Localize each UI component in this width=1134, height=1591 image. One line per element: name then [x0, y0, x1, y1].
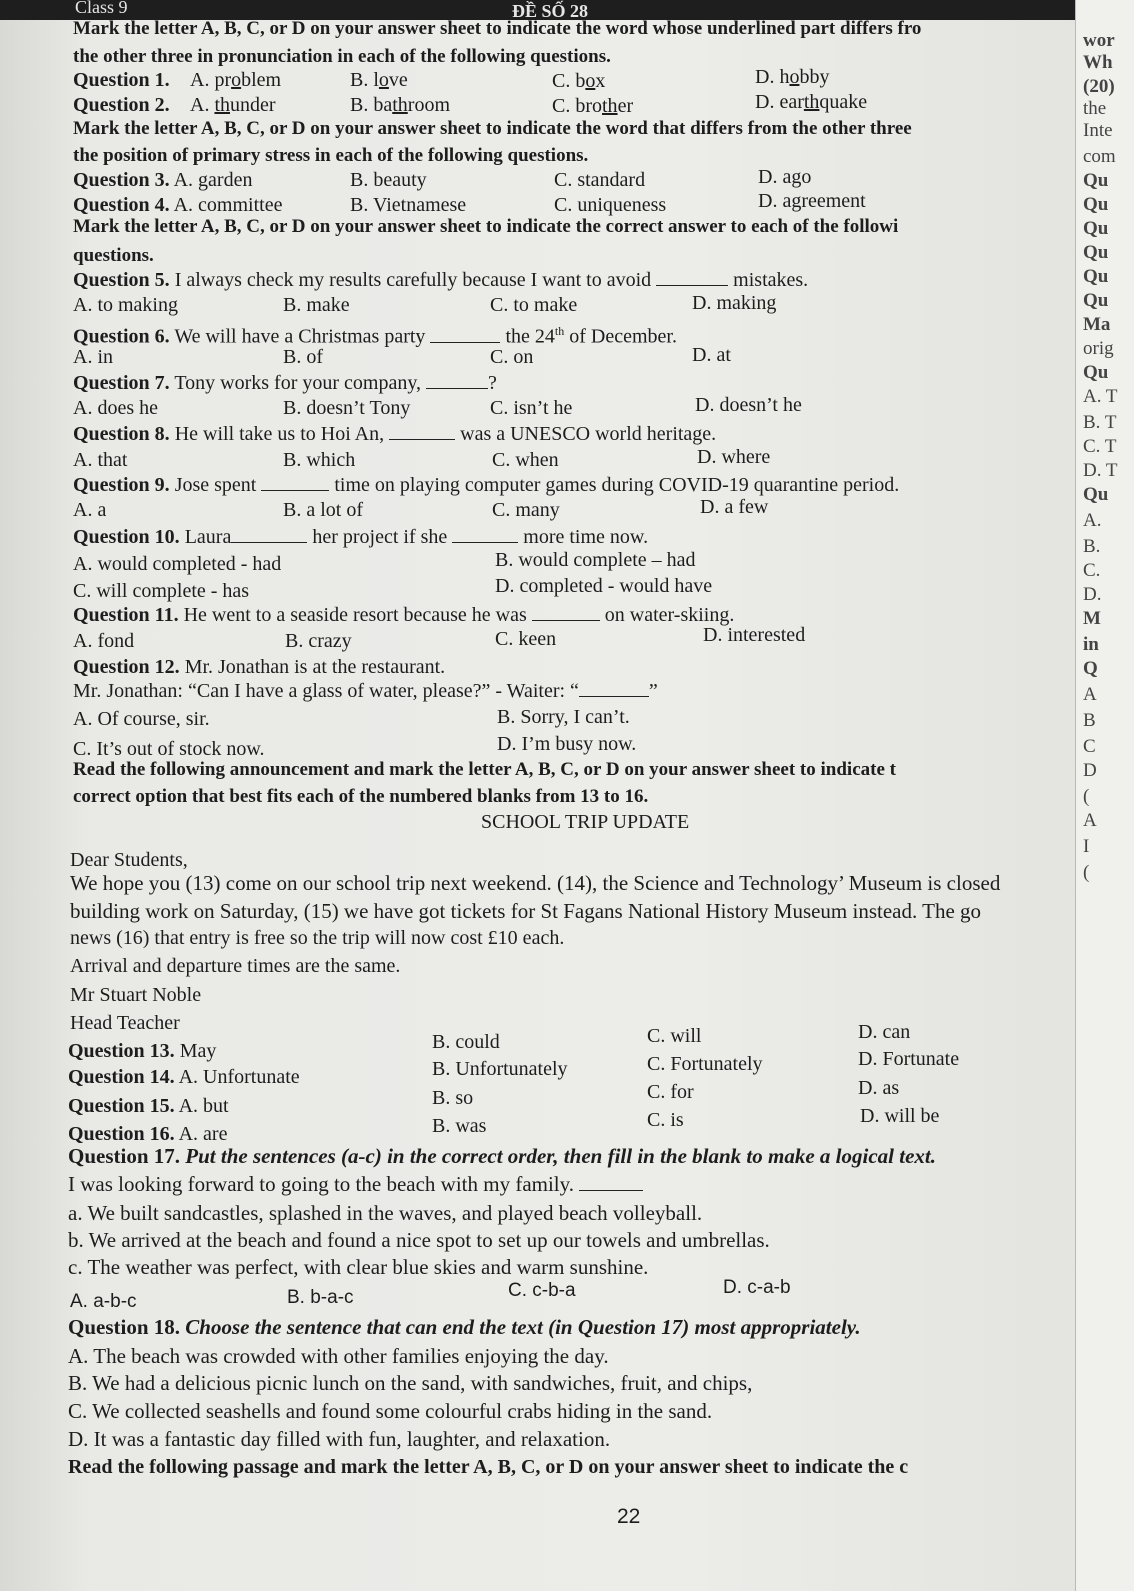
- instruction-announcement-2: correct option that best fits each of the numbered blanks from 13 to 16.: [73, 786, 649, 807]
- class-label: Class 9: [75, 0, 128, 17]
- right-page-fragment: A: [1083, 684, 1097, 705]
- q8-option-c: C. when: [492, 449, 559, 471]
- right-page-fragment: M: [1083, 608, 1101, 629]
- q15-option-b: B. so: [432, 1087, 474, 1109]
- right-page-fragment: (20): [1083, 76, 1115, 97]
- q1-option-b: B. love: [350, 69, 408, 91]
- q17-option-d: D. c-a-b: [723, 1277, 791, 1298]
- q5-option-b: B. make: [283, 294, 350, 316]
- q1-option-a: A. problem: [190, 69, 282, 91]
- q2-option-c: C. brother: [552, 95, 634, 117]
- q17-sentence-b: b. We arrived at the beach and found a nice spot to set up our towels and umbrellas.: [68, 1228, 770, 1252]
- q18-option-d: D. It was a fantastic day filled with fun, laughter, and relaxation.: [68, 1427, 611, 1451]
- q16-option-c: C. is: [647, 1109, 684, 1131]
- q4-option-c: C. uniqueness: [554, 194, 667, 216]
- question-18: Question 18. Choose the sentence that can end the text (in Question 17) most appropriately.: [68, 1315, 861, 1339]
- q14-option-d: D. Fortunate: [858, 1048, 960, 1070]
- announcement-line: We hope you (13) come on our school trip next weekend. (14), the Science and Technology’ Museum is closed: [70, 871, 1001, 895]
- q16-option-b: B. was: [432, 1115, 487, 1137]
- q3-option-c: C. standard: [554, 169, 646, 191]
- q7-option-d: D. doesn’t he: [695, 394, 802, 416]
- right-page-fragment: C: [1083, 736, 1096, 757]
- right-page-fragment: Qu: [1083, 170, 1109, 191]
- right-page-fragment: the: [1083, 98, 1107, 119]
- right-page-fragment: Inte: [1083, 120, 1113, 141]
- right-page-fragment: Qu: [1083, 290, 1109, 311]
- q17-sentence-a: a. We built sandcastles, splashed in the waves, and played beach volleyball.: [68, 1201, 703, 1225]
- q1-option-c: C. box: [552, 70, 606, 92]
- q10-option-b: B. would complete – had: [495, 549, 696, 571]
- q6-option-b: B. of: [283, 346, 323, 368]
- q2-option-d: D. earthquake: [755, 91, 868, 113]
- instruction-passage: Read the following passage and mark the letter A, B, C, or D on your answer sheet to indicate the c: [68, 1456, 909, 1478]
- q7-option-c: C. isn’t he: [490, 397, 573, 419]
- instruction-correct-1: Mark the letter A, B, C, or D on your answer sheet to indicate the correct answer to each of the followi: [73, 216, 899, 237]
- header-bar: [0, 0, 1075, 20]
- q10-option-a: A. would completed - had: [73, 553, 282, 575]
- announcement-line: news (16) that entry is free so the trip will now cost £10 each.: [70, 927, 565, 949]
- right-page-fragment: Qu: [1083, 266, 1109, 287]
- question-12: Question 12. Mr. Jonathan is at the restaurant.: [73, 656, 446, 678]
- exam-title: ĐỀ SỐ 28: [512, 1, 589, 21]
- right-page-fragment: C.: [1083, 560, 1101, 581]
- q5-option-d: D. making: [692, 292, 777, 314]
- q8-option-b: B. which: [283, 449, 356, 471]
- question-2: [73, 94, 170, 116]
- question-4: Question 4. A. committee: [73, 194, 283, 216]
- announcement-line: building work on Saturday, (15) we have got tickets for St Fagans National History Museum instead. The go: [70, 899, 982, 923]
- q13-option-d: D. can: [858, 1021, 911, 1043]
- question-15: Question 15. A. but: [68, 1095, 229, 1117]
- q3-option-d: D. ago: [758, 166, 812, 188]
- right-page-fragment: Qu: [1083, 194, 1109, 215]
- q12-option-a: A. Of course, sir.: [73, 708, 210, 730]
- q4-option-d: D. agreement: [758, 190, 866, 212]
- right-page-fragment: Qu: [1083, 218, 1109, 239]
- right-page-fragment: Qu: [1083, 484, 1109, 505]
- q12-dialog: Mr. Jonathan: “Can I have a glass of water, please?” - Waiter: “ ”: [73, 680, 658, 702]
- q7-option-b: B. doesn’t Tony: [283, 397, 411, 419]
- right-page-fragment: I: [1083, 836, 1090, 857]
- question-3: Question 3. A. garden: [73, 169, 253, 191]
- q13-option-c: C. will: [647, 1025, 702, 1047]
- announcement-line: Head Teacher: [70, 1012, 180, 1034]
- q15-option-c: C. for: [647, 1081, 694, 1103]
- q12-option-b: B. Sorry, I can’t.: [497, 706, 630, 728]
- q11-option-b: B. crazy: [285, 630, 352, 652]
- q6-option-c: C. on: [490, 346, 534, 368]
- right-page-fragment: in: [1083, 634, 1099, 655]
- q13-option-b: B. could: [432, 1031, 500, 1053]
- right-page-fragment: Ma: [1083, 314, 1111, 335]
- announcement-line: Dear Students,: [70, 849, 188, 871]
- q2-option-a: A. thunder: [190, 94, 276, 116]
- right-page-fragment: A.: [1083, 510, 1102, 531]
- question-10: Question 10. Laura her project if she more time now.: [73, 526, 649, 548]
- right-page-fragment: C. T: [1083, 436, 1117, 457]
- q3-option-b: B. beauty: [350, 169, 427, 191]
- q1-option-d: D. hobby: [755, 66, 830, 88]
- q8-option-d: D. where: [697, 446, 771, 468]
- q16-option-d: D. will be: [860, 1105, 940, 1127]
- instruction-announcement-1: Read the following announcement and mark the letter A, B, C, or D on your answer sheet to indicate t: [73, 759, 896, 780]
- q7-option-a: A. does he: [73, 397, 158, 419]
- q9-option-d: D. a few: [700, 496, 769, 518]
- question-16: Question 16. A. are: [68, 1123, 228, 1145]
- q11-option-a: A. fond: [73, 630, 135, 652]
- right-page-fragment: B. T: [1083, 412, 1117, 433]
- q9-option-a: A. a: [73, 499, 107, 521]
- q17-option-c: C. c-b-a: [508, 1280, 576, 1301]
- question-6: Question 6. We will have a Christmas party the 24th of December.: [73, 324, 677, 348]
- right-page-fragment: Qu: [1083, 362, 1109, 383]
- announcement-line: Mr Stuart Noble: [70, 984, 202, 1006]
- q18-option-a: A. The beach was crowded with other families enjoying the day.: [68, 1344, 609, 1368]
- q12-option-d: D. I’m busy now.: [497, 733, 637, 755]
- question-9: Question 9. Jose spent time on playing computer games during COVID-19 quarantine period.: [73, 474, 900, 496]
- instruction-stress-1: Mark the letter A, B, C, or D on your answer sheet to indicate the word that differs from the other three: [73, 118, 912, 139]
- right-page-fragment: Wh: [1083, 52, 1113, 73]
- q18-option-b: B. We had a delicious picnic lunch on the sand, with sandwiches, fruit, and chips,: [68, 1371, 753, 1395]
- instruction-pronunciation-2: the other three in pronunciation in each of the following questions.: [73, 46, 611, 67]
- q5-option-c: C. to make: [490, 294, 578, 316]
- right-page-fragment: B.: [1083, 536, 1101, 557]
- question-5: Question 5. I always check my results carefully because I want to avoid mistakes.: [73, 269, 809, 291]
- right-page-fragment: (: [1083, 862, 1090, 883]
- right-page-fragment: (: [1083, 786, 1090, 807]
- page-number: 22: [617, 1505, 641, 1528]
- question-1: [73, 69, 170, 91]
- right-page-fragment: Qu: [1083, 242, 1109, 263]
- question-label: Question 2.: [73, 94, 170, 116]
- q5-option-a: A. to making: [73, 294, 178, 316]
- q15-option-d: D. as: [858, 1077, 900, 1099]
- q17-option-b: B. b-a-c: [287, 1287, 354, 1308]
- q17-sentence-c: c. The weather was perfect, with clear blue skies and warm sunshine.: [68, 1255, 649, 1279]
- q11-option-d: D. interested: [703, 624, 806, 646]
- question-8: Question 8. He will take us to Hoi An, was a UNESCO world heritage.: [73, 423, 717, 445]
- announcement-title: SCHOOL TRIP UPDATE: [481, 811, 690, 833]
- q11-option-c: C. keen: [495, 628, 557, 650]
- right-page-fragment: A: [1083, 810, 1097, 831]
- q10-option-d: D. completed - would have: [495, 575, 713, 597]
- q8-option-a: A. that: [73, 449, 128, 471]
- right-page-fragment: wor: [1083, 30, 1115, 51]
- question-17: Question 17. Put the sentences (a-c) in the correct order, then fill in the blank to make a logical text.: [68, 1144, 936, 1168]
- announcement-line: Arrival and departure times are the same.: [70, 955, 401, 977]
- right-page-fragment: D: [1083, 760, 1097, 781]
- right-page-fragment: Q: [1083, 658, 1098, 679]
- question-label: Question 1.: [73, 69, 170, 91]
- instruction-stress-2: the position of primary stress in each of the following questions.: [73, 145, 589, 166]
- q14-option-b: B. Unfortunately: [432, 1058, 568, 1080]
- q4-option-b: B. Vietnamese: [350, 194, 467, 216]
- q6-option-a: A. in: [73, 346, 113, 368]
- q17-intro: I was looking forward to going to the beach with my family.: [68, 1173, 643, 1195]
- q14-option-c: C. Fortunately: [647, 1053, 763, 1075]
- instruction-pronunciation-1: Mark the letter A, B, C, or D on your answer sheet to indicate the word whose underlined part differs fro: [73, 18, 922, 39]
- right-page-fragment: D.: [1083, 584, 1102, 605]
- right-page-fragment: A. T: [1083, 386, 1118, 407]
- instruction-correct-2: questions.: [73, 245, 154, 266]
- right-page-fragment: B: [1083, 710, 1096, 731]
- question-14: Question 14. A. Unfortunate: [68, 1066, 300, 1088]
- q10-option-c: C. will complete - has: [73, 580, 250, 602]
- q6-option-d: D. at: [692, 344, 731, 366]
- question-13: Question 13. May: [68, 1040, 217, 1062]
- q17-option-a: A. a-b-c: [70, 1291, 137, 1312]
- right-page-fragment: D. T: [1083, 460, 1118, 481]
- q12-option-c: C. It’s out of stock now.: [73, 738, 265, 760]
- right-page-fragment: com: [1083, 146, 1116, 167]
- question-11: Question 11. He went to a seaside resort because he was on water-skiing.: [73, 604, 735, 626]
- right-page-fragment: orig: [1083, 338, 1114, 359]
- q2-option-b: B. bathroom: [350, 94, 450, 116]
- question-7: Question 7. Tony works for your company, ?: [73, 372, 497, 394]
- q18-option-c: C. We collected seashells and found some colourful crabs hiding in the sand.: [68, 1399, 713, 1423]
- q9-option-b: B. a lot of: [283, 499, 363, 521]
- q9-option-c: C. many: [492, 499, 560, 521]
